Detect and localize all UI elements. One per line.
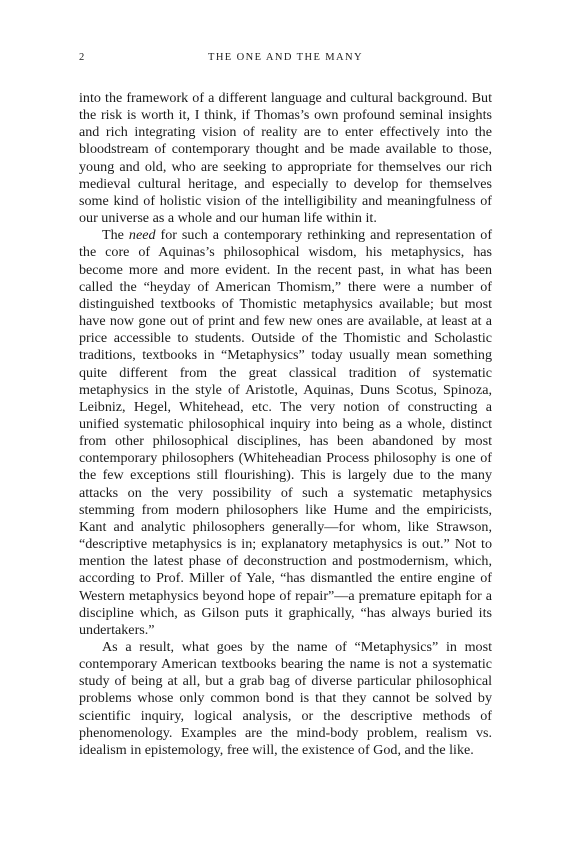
paragraph-3: As a result, what goes by the name of “Metaphysics” in most contemporary American textbooks bearing the name is not a systematic study of being at all, but a grab bag of diverse particular philosophical problems whose only common bond is that they cannot be solved by scientific inquiry, logical analysis, or the descriptive methods of phenomenology. Examples are the mind-body problem, realism vs. idealism in epistemology, free will, the existence of God, and the like. (79, 639, 492, 758)
running-head (79, 52, 492, 70)
book-page (79, 52, 492, 759)
paragraph-1: into the framework of a different language and cultural background. But the risk is worth it, I think, if Thomas’s own profound seminal insights and rich integrating vision of reality are to enter effectively into the bloodstream of contemporary thought and be made available to those, young and old, who are seeking to appropriate for themselves our rich medieval cultural heritage, and especially to develop for themselves some kind of holistic vision of the intelligibility and meaningfulness of our universe as a whole and our human life within it. (79, 90, 492, 227)
paragraph-2-lead: The (102, 227, 129, 244)
running-title: THE ONE AND THE MANY (208, 52, 363, 63)
body-text (79, 90, 492, 759)
paragraph-2-body: for such a contemporary rethinking and representation of the core of Aquinas’s philosophical wisdom, his metaphysics, has become more and more evident. In the recent past, in what has been called the “heyday of American Thomism,” there were a number of distinguished textbooks of Thomistic metaphysics available; but most have now gone out of print and few new ones are available, at least at a price accessible to students. Outside of the Thomistic and Scholastic traditions, textbooks in “Metaphysics” today usually mean something quite different from the great classical tradition of systematic metaphysics in the style of Aristotle, Aquinas, Duns Scotus, Spinoza, Leibniz, Hegel, Whitehead, etc. The very notion of constructing a unified systematic philosophical inquiry into being as a whole, distinct from other philosophical disciplines, has been abandoned by most contemporary philosophers (Whiteheadian Process philosophy is one of the few exceptions still flourishing). This is largely due to the many attacks on the very possibility of such a systematic metaphysics stemming from modern philosophers like Hume and the empiricists, Kant and analytic philosophers generally—for whom, like Strawson, “descriptive metaphysics is in; explanatory metaphysics is out.” Not to mention the latest phase of deconstruction and postmodernism, which, according to Prof. Miller of Yale, “has dismantled the entire engine of Western metaphysics beyond hope of repair”—a premature epitaph for a discipline which, as Gilson puts it graphically, “has always buried its undertakers.” (79, 227, 493, 638)
emphasized-word: need (128, 227, 156, 244)
page-number: 2 (79, 52, 86, 63)
paragraph-2 (79, 227, 492, 639)
